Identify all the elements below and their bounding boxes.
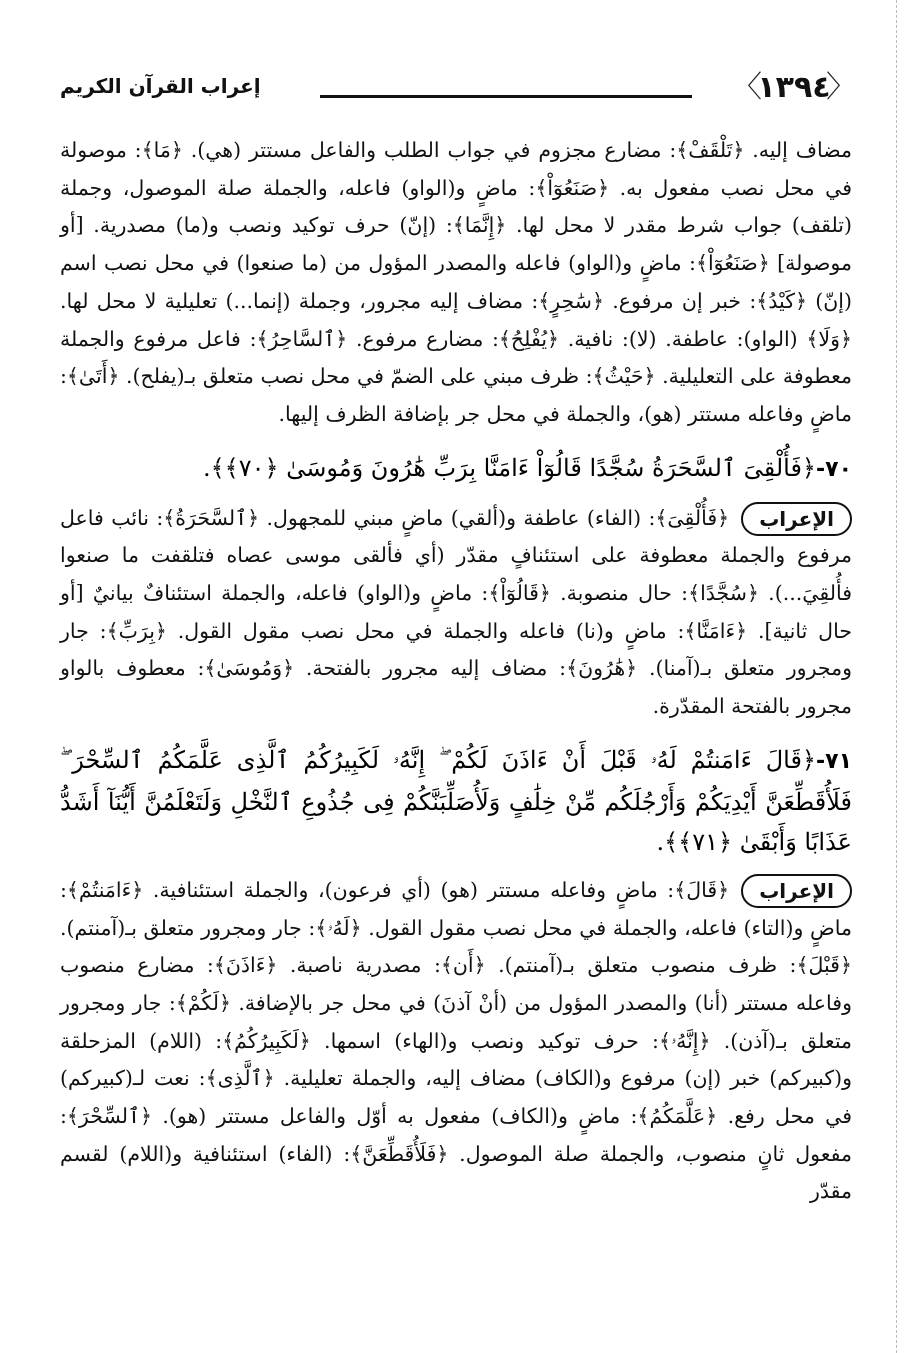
verse-text: ﴿فَأُلْقِىَ ٱلسَّحَرَةُ سُجَّدًا قَالُوٓاْ ءَامَنَّا بِرَبِّ هَٰرُونَ وَمُوسَىٰ ﴿٧٠﴾﴾. bbox=[202, 453, 816, 482]
i3rab-text: ﴿قَالَ﴾: ماضٍ وفاعله مستتر (هو) (أي فرعون)، والجملة استئنافية. ﴿ءَامَنتُمْ﴾: ماضٍ و(التاء) فاعله، والجملة في محل نصب مقول القول. ﴿لَهُۥ﴾: جار ومجرور متعلق بـ(آمنتم). ﴿قَبْلَ﴾: ظرف منصوب متعلق بـ(آمنتم). ﴿أَن﴾: مصدرية ناصبة. ﴿ءَاذَنَ﴾: مضارع منصوب وفاعله مستتر (أنا) والمصدر المؤول من (أنْ آذنَ) في محل جر بالإضافة. ﴿لَكُمْ﴾: جار ومجرور متعلق بـ(آذن). ﴿إِنَّهُۥ﴾: حرف توكيد ونصب و(الهاء) اسمها. ﴿لَكَبِيرُكُمُ﴾: (اللام) المزحلقة و(كبيركم) خبر (إن) مرفوع و(الكاف) مضاف إليه، والجملة تعليلية. ﴿ٱلَّذِى﴾: نعت لـ(كبيركم) في محل رفع. ﴿عَلَّمَكُمُ﴾: ماضٍ و(الكاف) مفعول به أوّل والفاعل مستتر (هو). ﴿ٱلسِّحْرَ﴾: مفعول ثانٍ منصوب، والجملة صلة الموصول. ﴿فَلَأُقَطِّعَنَّ﴾: (الفاء) استئنافية و(اللام) لقسم مقدّر bbox=[60, 877, 852, 1204]
page-number: 〈 ١٣٩٤ 〉 bbox=[748, 66, 840, 110]
i3rab-text: ﴿فَأُلْقِىَ﴾: (الفاء) عاطفة و(ألقي) ماضٍ مبني للمجهول. ﴿ٱلسَّحَرَةُ﴾: نائب فاعل مرفوع والجملة معطوفة على استئنافٍ مقدّر (أي فألقى موسى عصاه فتلقفت ما صنعوا فأُلقِيَ...). ﴿سُجَّدًا﴾: حال منصوبة. ﴿قَالُوٓاْ﴾: ماضٍ و(الواو) فاعله، والجملة استئنافٌ بيانيٌ [أو حال ثانية]. ﴿ءَامَنَّا﴾: ماضٍ و(نا) فاعله والجملة في محل نصب مقول القول. ﴿بِرَبِّ﴾: جار ومجرور متعلق بـ(آمنا). ﴿هَٰرُونَ﴾: مضاف إليه مجرور بالفتحة. ﴿وَمُوسَىٰ﴾: معطوف بالواو مجرور بالفتحة المقدّرة. bbox=[60, 505, 852, 719]
i3rab-label: الإعراب bbox=[741, 502, 852, 536]
page-content bbox=[60, 132, 852, 1211]
verse-text: ﴿قَالَ ءَامَنتُمْ لَهُۥ قَبْلَ أَنْ ءَاذَنَ لَكُمْ ۖ إِنَّهُۥ لَكَبِيرُكُمُ ٱلَّذِى عَلَّمَكُمُ ٱلسِّحْرَ ۖ فَلَأُقَطِّعَنَّ أَيْدِيَكُمْ وَأَرْجُلَكُم مِّنْ خِلَٰفٍ وَلَأُصَلِّبَنَّكُمْ فِى جُذُوعِ ٱلنَّخْلِ وَلَتَعْلَمُنَّ أَيُّنَآ أَشَدُّ عَذَابًا وَأَبْقَىٰ ﴿٧١﴾﴾. bbox=[60, 745, 852, 856]
quran-verse-71 bbox=[60, 740, 852, 862]
header-rule bbox=[320, 95, 692, 98]
paragraph-continuation: مضاف إليه. ﴿تَلْقَفْ﴾: مضارع مجزوم في جواب الطلب والفاعل مستتر (هي). ﴿مَا﴾: موصولة في محل نصب مفعول به. ﴿صَنَعُوٓاْ﴾: ماضٍ و(الواو) فاعله، والجملة صلة الموصول، وجملة (تلقف) جواب شرط مقدر لا محل لها. ﴿إِنَّمَا﴾: (إنّ) حرف توكيد ونصب و(ما) مصدرية. [أو موصولة] ﴿صَنَعُوٓاْ﴾: ماضٍ و(الواو) فاعله والمصدر المؤول من (ما صنعوا) في محل نصب اسم (إنّ) ﴿كَيْدُ﴾: خبر إن مرفوع. ﴿سَٰحِرٍ﴾: مضاف إليه مجرور، وجملة (إنما...) تعليلية لا محل لها. ﴿وَلَا﴾ (الواو): عاطفة. (لا): نافية. ﴿يُفْلِحُ﴾: مضارع مرفوع. ﴿ٱلسَّاحِرُ﴾: فاعل مرفوع والجملة معطوفة على التعليلية. ﴿حَيْثُ﴾: ظرف مبني على الضمّ في محل نصب متعلق بـ(يفلح). ﴿أَتَىٰ﴾: ماضٍ وفاعله مستتر (هو)، والجملة في محل جر بإضافة الظرف إليها. bbox=[60, 138, 852, 426]
book-title: إعراب القرآن الكريم bbox=[60, 74, 261, 98]
i3rab-label: الإعراب bbox=[741, 874, 852, 908]
i3rab-section-70 bbox=[60, 500, 852, 726]
verse-number: ٧١- bbox=[816, 748, 852, 774]
i3rab-section-71 bbox=[60, 872, 852, 1211]
page-edge-line bbox=[896, 0, 897, 1353]
page-header bbox=[60, 66, 840, 116]
verse-number: ٧٠- bbox=[816, 456, 852, 482]
quran-verse-70 bbox=[60, 448, 852, 490]
